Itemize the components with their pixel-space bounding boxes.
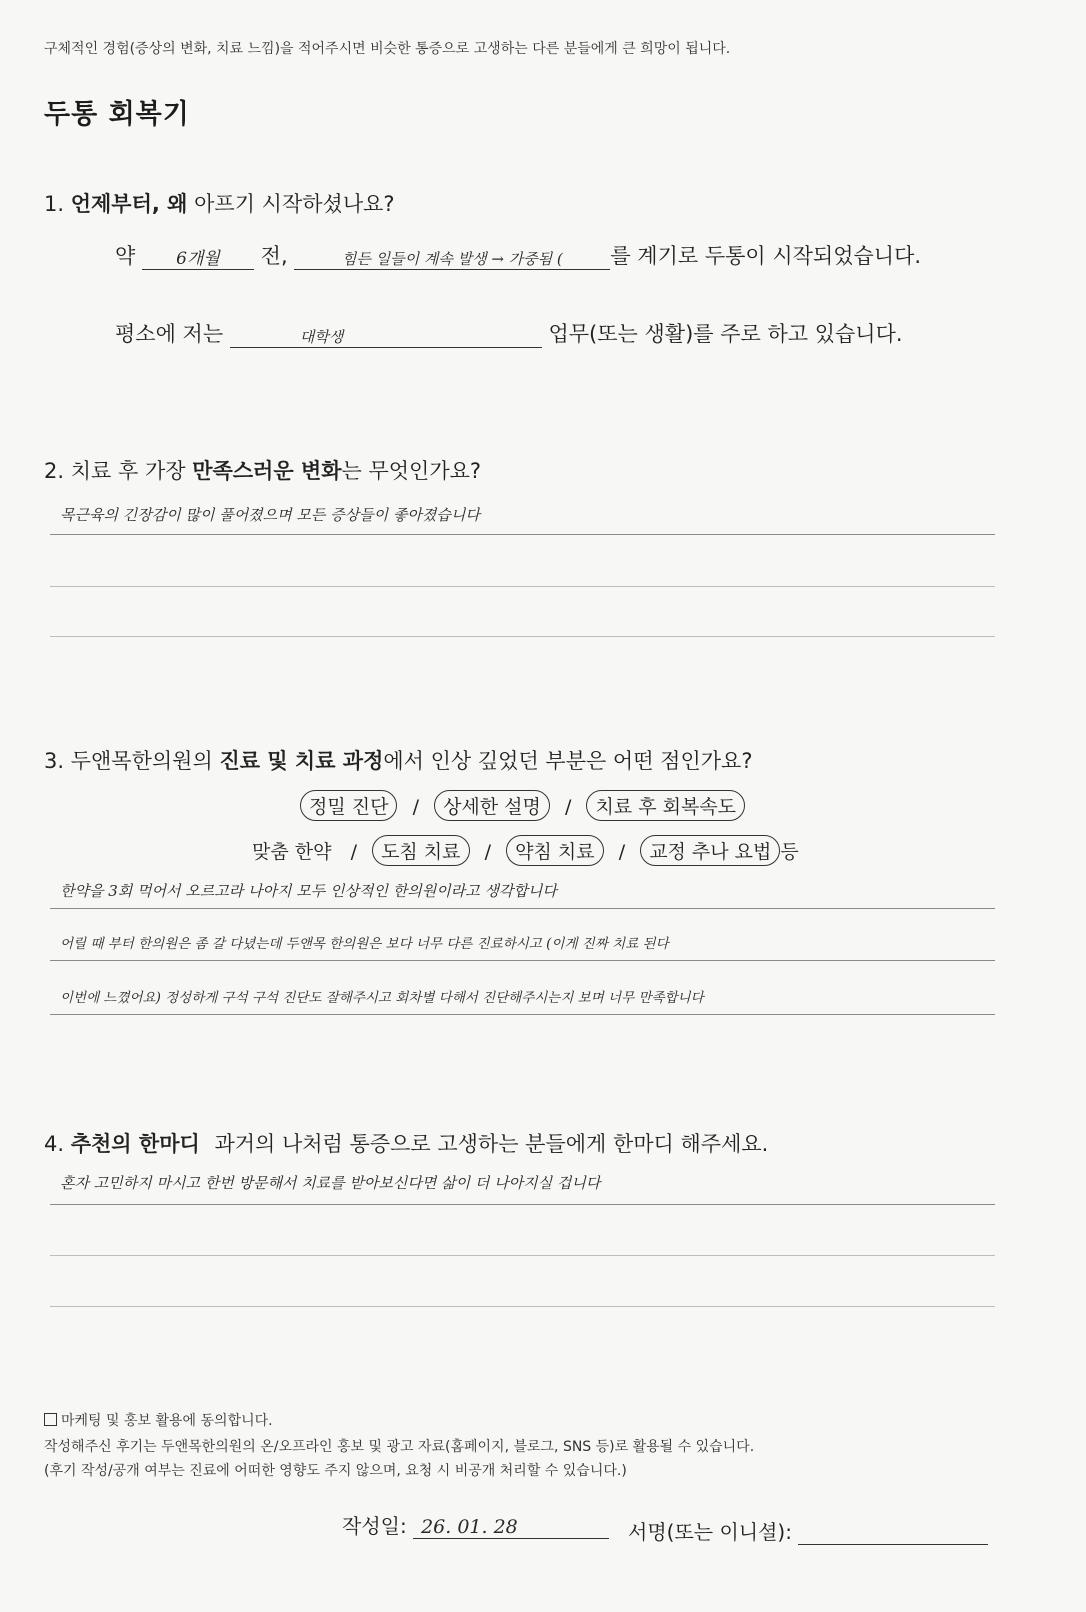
- date-handwriting: 26. 01. 28: [421, 1516, 518, 1538]
- question-1-text: 아프기 시작하셨나요?: [194, 192, 395, 216]
- option-separator: /: [484, 841, 492, 863]
- consent-checkbox[interactable]: [44, 1413, 57, 1426]
- signature-field[interactable]: [798, 1522, 988, 1545]
- q3-answer-handwriting-3: 이번에 느꼈어요) 정성하게 구석 구석 진단도 잘해주시고 회차별 다해서 진단해주시는지 보며 너무 만족합니다: [60, 990, 704, 1006]
- q1-occupation-field[interactable]: [230, 323, 542, 348]
- question-4-bold: 추천의 한마디: [70, 1132, 200, 1156]
- question-1-line-1: [115, 240, 921, 270]
- signature-row: [628, 1516, 988, 1545]
- question-1-number: 1.: [44, 192, 65, 216]
- option-custom-herbal[interactable]: 맞춤 한약: [252, 841, 332, 863]
- option-detailed-explanation[interactable]: 상세한 설명: [434, 790, 550, 821]
- q1-prefix-text: 약: [115, 244, 136, 268]
- question-1-line-2: [115, 318, 903, 348]
- date-row: [342, 1510, 609, 1539]
- q1-mid-text: 전,: [260, 244, 288, 268]
- options-suffix: 등: [780, 841, 799, 863]
- question-3-prefix: 두앤목한의원의: [70, 749, 213, 773]
- option-separator: /: [564, 796, 572, 818]
- option-dochim-treatment[interactable]: 도침 치료: [372, 835, 469, 866]
- q1-occupation-prefix: 평소에 저는: [115, 322, 224, 346]
- question-2-prefix: 치료 후 가장: [70, 459, 186, 483]
- q3-answer-handwriting-1: 한약을 3회 먹어서 오르고라 나아지 모두 인상적인 한의원이라고 생각합니다: [60, 882, 557, 900]
- footer-note-2: (후기 작성/공개 여부는 진료에 어떠한 영향도 주지 않으며, 요청 시 비공개 처리할 수 있습니다.): [44, 1463, 627, 1479]
- q4-answer-line-1: [50, 1204, 995, 1205]
- question-1-bold: 언제부터, 왜: [70, 192, 188, 216]
- signature-label: 서명(또는 이니셜):: [628, 1520, 792, 1544]
- q1-period-field[interactable]: [142, 244, 254, 270]
- q2-answer-line-2: [50, 586, 995, 587]
- option-separator: /: [618, 841, 626, 863]
- q3-options-row-2: [248, 835, 799, 866]
- q3-answer-line-1: [50, 908, 995, 909]
- q1-suffix-text: 를 계기로 두통이 시작되었습니다.: [610, 244, 922, 268]
- q2-answer-handwriting: 목근육의 긴장감이 많이 풀어졌으며 모든 증상들이 좋아졌습니다: [60, 506, 480, 524]
- q4-answer-line-3: [50, 1306, 995, 1307]
- option-precise-diagnosis[interactable]: 정밀 진단: [300, 790, 397, 821]
- q1-reason-field[interactable]: [294, 245, 610, 270]
- date-field[interactable]: [413, 1514, 609, 1539]
- q3-answer-line-2: [50, 960, 995, 961]
- question-4: [44, 1128, 768, 1158]
- option-pharmacopuncture[interactable]: 약침 치료: [506, 835, 603, 866]
- q4-answer-line-2: [50, 1255, 995, 1256]
- question-2: [44, 455, 481, 485]
- footer-note-1: 작성해주신 후기는 두앤목한의원의 온/오프라인 홍보 및 광고 자료(홈페이지, 블로그, SNS 등)로 활용될 수 있습니다.: [44, 1439, 755, 1455]
- q2-answer-line-3: [50, 636, 995, 637]
- option-separator: /: [350, 841, 357, 863]
- question-4-text: 과거의 나처럼 통증으로 고생하는 분들에게 한마디 해주세요.: [214, 1132, 769, 1156]
- question-3-text: 에서 인상 깊었던 부분은 어떤 점인가요?: [383, 749, 753, 773]
- option-separator: /: [412, 796, 419, 818]
- question-3-number: 3.: [44, 749, 65, 773]
- page-title: 두통 회복기: [44, 99, 190, 130]
- question-2-bold: 만족스러운 변화: [192, 459, 342, 483]
- intro-text: 구체적인 경험(증상의 변화, 치료 느낌)을 적어주시면 비슷한 통증으로 고생하는 다른 분들에게 큰 희망이 됩니다.: [44, 41, 731, 57]
- question-3-bold: 진료 및 치료 과정: [219, 749, 384, 773]
- q1-period-handwriting: 6개월: [176, 249, 220, 269]
- q4-answer-handwriting: 혼자 고민하지 마시고 한번 방문해서 치료를 받아보신다면 삶이 더 나아지실 겁니다: [60, 1174, 601, 1192]
- question-2-text: 는 무엇인가요?: [341, 459, 482, 483]
- date-label: 작성일:: [342, 1514, 407, 1538]
- q1-reason-handwriting: 힘든 일들이 계속 발생 → 가중됨 (: [341, 250, 563, 268]
- question-4-number: 4.: [44, 1132, 65, 1156]
- consent-label: 마케팅 및 홍보 활용에 동의합니다.: [61, 1413, 273, 1429]
- q3-answer-line-3: [50, 1014, 995, 1015]
- option-chuna-therapy[interactable]: 교정 추나 요법: [640, 835, 780, 866]
- q3-options-row-1: [300, 790, 745, 821]
- question-1: [44, 188, 395, 218]
- question-3: [44, 745, 752, 775]
- q3-answer-handwriting-2: 어릴 때 부터 한의원은 좀 갈 다녔는데 두앤목 한의원은 보다 너무 다른 진료하시고 (이게 진짜 치료 된다: [60, 936, 669, 952]
- question-2-number: 2.: [44, 459, 65, 483]
- q1-occupation-suffix: 업무(또는 생활)를 주로 하고 있습니다.: [548, 322, 903, 346]
- option-recovery-speed[interactable]: 치료 후 회복속도: [586, 790, 745, 821]
- marketing-consent[interactable]: [44, 1410, 273, 1430]
- q1-occupation-handwriting: 대학생: [299, 328, 344, 346]
- q2-answer-line-1: [50, 534, 995, 535]
